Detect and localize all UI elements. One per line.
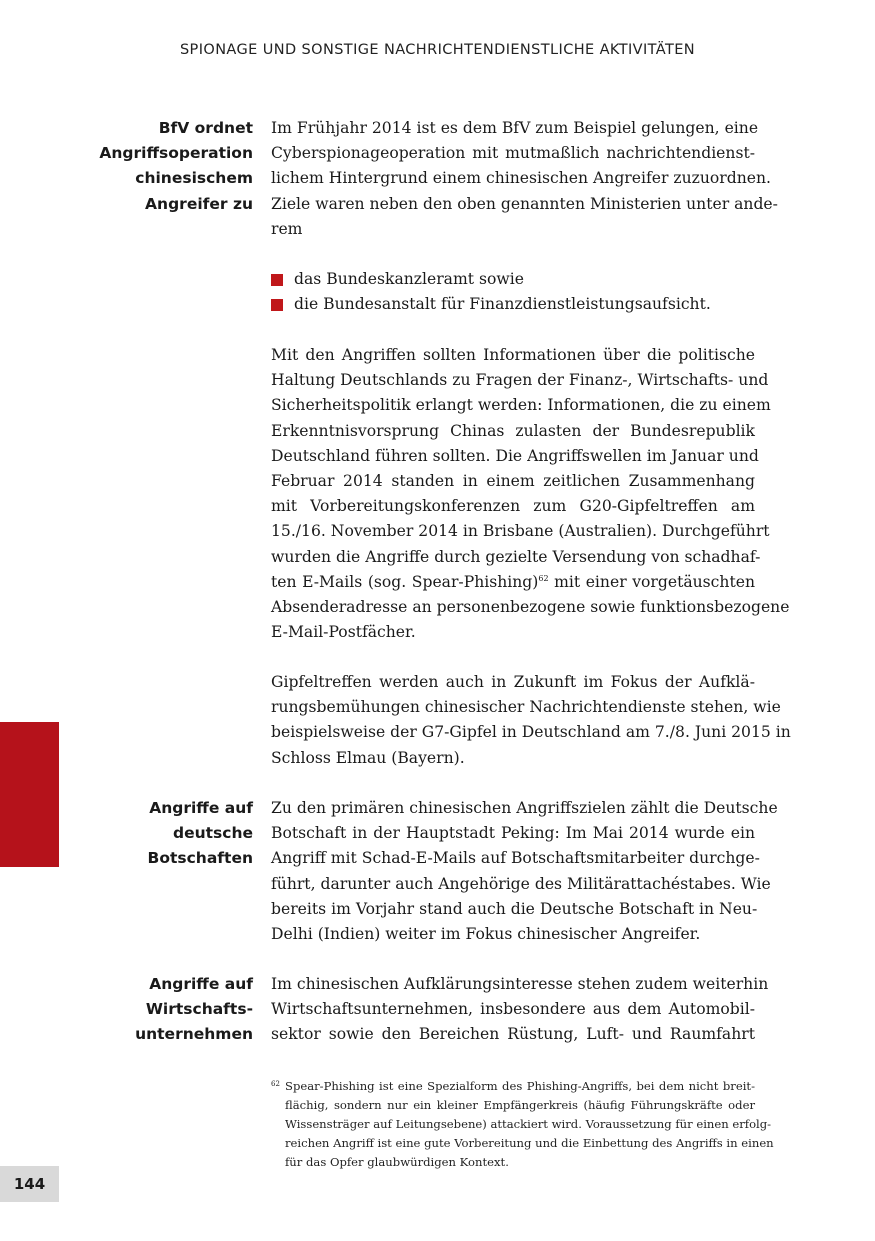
page-number: 144 [0, 1166, 59, 1202]
footnote-line: für das Opfer glaubwürdigen Kontext. [285, 1155, 509, 1169]
footnote-reference[interactable]: 62 [538, 573, 549, 583]
text-line: Angriff mit Schad-E-Mails auf Botschaftsmitarbeiter durchge- [271, 849, 760, 868]
footnote-number: 62 [271, 1080, 280, 1088]
text-line: lichem Hintergrund einem chinesischen Angreifer zuzuordnen. [271, 169, 772, 188]
text-line: mit Vorbereitungskonferenzen zum G20-Gipfeltreffen am [271, 497, 755, 516]
bullet-square-icon [271, 274, 283, 286]
sidenote-attribution [53, 116, 253, 217]
footnote [271, 1077, 774, 1172]
text-line: Botschaft in der Hauptstadt Peking: Im Mai 2014 wurde ein [271, 824, 755, 843]
text-line: Schloss Elmau (Bayern). [271, 748, 465, 767]
text-line: rungsbemühungen chinesischer Nachrichtendienste stehen, wie [271, 698, 781, 717]
sidenote-line: Wirtschafts- [145, 1000, 253, 1019]
text-line: Im Frühjahr 2014 ist es dem BfV zum Beispiel gelungen, eine [271, 119, 759, 137]
list-item-text: das Bundeskanzleramt sowie [294, 270, 524, 288]
sidenote-line: Angriffe auf [149, 799, 253, 817]
text-line: Im chinesischen Aufklärungsinteresse stehen zudem weiterhin [271, 975, 769, 993]
sidenote-line: Botschaften [147, 849, 253, 868]
bullet-square-icon [271, 299, 283, 311]
list-item-text: die Bundesanstalt für Finanzdienstleistungsaufsicht. [294, 295, 711, 314]
sidenote-companies [53, 972, 253, 1048]
text-line: Cyberspionageoperation mit mutmaßlich nachrichtendienst- [271, 144, 755, 163]
paragraph-embassies [271, 796, 778, 947]
sidenote-line: deutsche [172, 824, 253, 843]
list-item [271, 292, 755, 317]
sidenote-line: Angreifer zu [145, 194, 253, 213]
text-line: Ziele waren neben den oben genannten Ministerien unter ande- [271, 194, 778, 213]
text-line: Wirtschaftsunternehmen, insbesondere aus dem Automobil- [271, 1000, 755, 1019]
footnote-line: Wissensträger auf Leitungsebene) attackiert wird. Voraussetzung für einen erfolg- [285, 1117, 772, 1131]
paragraph-companies [271, 972, 769, 1048]
text-line: Haltung Deutschlands zu Fragen der Finanz-, Wirtschafts- und [271, 371, 769, 390]
target-list [271, 267, 755, 317]
text-line: Mit den Angriffen sollten Informationen über die politische [271, 346, 755, 364]
text-line: rem [271, 219, 303, 238]
text-line: Februar 2014 standen in einem zeitlichen Zusammenhang [271, 472, 755, 491]
text-line: bereits im Vorjahr stand auch die Deutsche Botschaft in Neu- [271, 899, 758, 918]
paragraph-attribution [271, 116, 778, 242]
running-head: SPIONAGE UND SONSTIGE NACHRICHTENDIENSTLICHE AKTIVITÄTEN [179, 42, 696, 58]
text-line: sektor sowie den Bereichen Rüstung, Luft- und Raumfahrt [271, 1025, 755, 1044]
text-line [271, 570, 755, 595]
chapter-marker-tab [0, 722, 59, 867]
text-line: Sicherheitspolitik erlangt werden: Informationen, die zu einem [271, 396, 771, 415]
footnote-line: reichen Angriff ist eine gute Vorbereitung und die Einbettung des Angriffs in einen [285, 1136, 774, 1150]
text-line: wurden die Angriffe durch gezielte Versendung von schadhaf- [271, 547, 761, 566]
text-line: beispielsweise der G7-Gipfel in Deutschland am 7./8. Juni 2015 in [271, 723, 791, 742]
text-line: Erkenntnisvorsprung Chinas zulasten der Bundesrepublik [271, 421, 755, 440]
text-line: Absenderadresse an personenbezogene sowie funktionsbezogene [271, 598, 790, 617]
list-item [271, 267, 755, 292]
text-line: Gipfeltreffen werden auch in Zukunft im Fokus der Aufklä- [271, 673, 755, 691]
sidenote-line: unternehmen [135, 1025, 253, 1044]
footnote-text [285, 1077, 774, 1172]
sidenote-line: chinesischem [135, 169, 253, 188]
paragraph-summits [271, 670, 791, 771]
text-line: Deutschland führen sollten. Die Angriffswellen im Januar und [271, 446, 759, 465]
sidenote-line: Angriffe auf [149, 975, 253, 993]
sidenote-line: BfV ordnet [158, 119, 253, 137]
paragraph-attacks [271, 343, 790, 645]
footnote-line: flächig, sondern nur ein kleiner Empfängerkreis (häufig Führungskräfte oder [285, 1098, 755, 1112]
text-line: Delhi (Indien) weiter im Fokus chinesischer Angreifer. [271, 925, 701, 944]
text-line: E-Mail-Postfächer. [271, 623, 416, 642]
sidenote-line: Angriffsoperation [99, 144, 253, 163]
footnote-line: Spear-Phishing ist eine Spezialform des Phishing-Angriffs, bei dem nicht breit- [285, 1079, 755, 1093]
text-fragment: ten E-Mails (sog. Spear-Phishing) [271, 572, 539, 591]
text-line: Zu den primären chinesischen Angriffszielen zählt die Deutsche [271, 799, 778, 817]
text-fragment: mit einer vorgetäuschten [548, 572, 755, 591]
sidenote-embassies [53, 796, 253, 872]
text-line: führt, darunter auch Angehörige des Militärattachéstabes. Wie [271, 874, 771, 893]
text-line: 15./16. November 2014 in Brisbane (Australien). Durchgeführt [271, 522, 770, 541]
